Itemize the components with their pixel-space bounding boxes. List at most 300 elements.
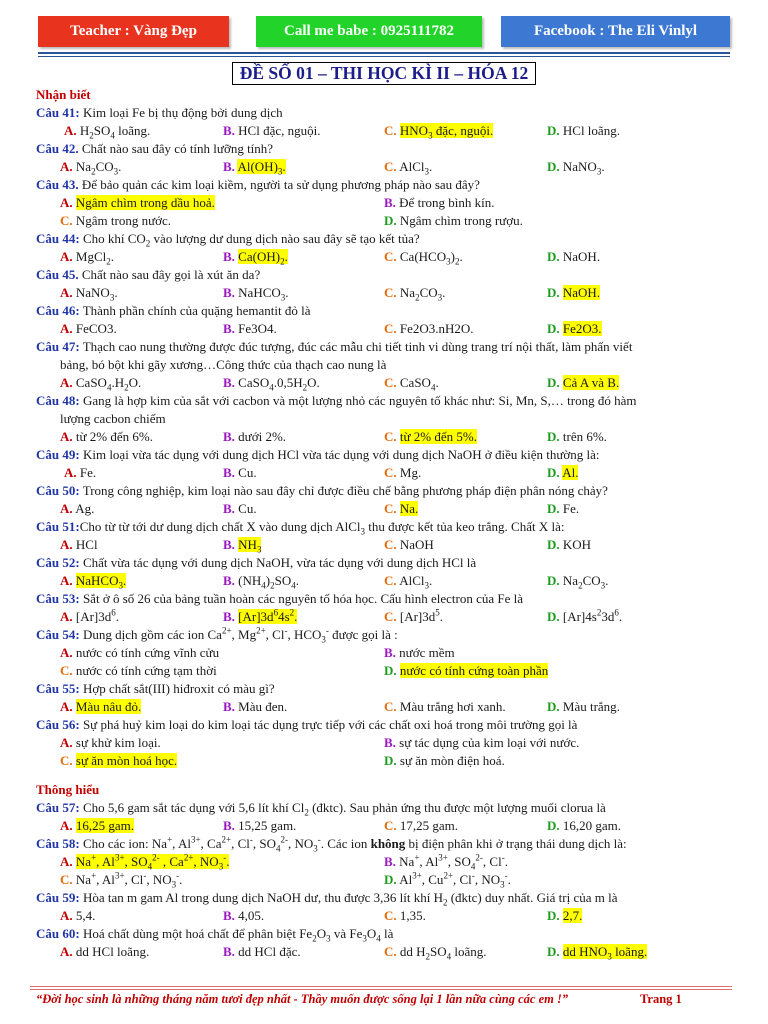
question-44 <box>36 230 736 266</box>
answer-option-c[interactable] <box>384 907 426 925</box>
option-letter: D. <box>547 818 560 833</box>
option-letter: B. <box>223 609 235 624</box>
question-text: Kim loại vừa tác dụng với dung dịch HCl vừa tác dụng với dung dịch NaOH ở điều kiện thường là: <box>79 447 600 462</box>
option-letter: B. <box>384 854 396 869</box>
option-letter: A. <box>60 375 73 390</box>
answer-option-a[interactable] <box>60 853 229 871</box>
option-text: sự tác dụng của kim loại với nước. <box>399 735 580 750</box>
option-letter: C. <box>60 872 73 887</box>
question-stem <box>36 302 736 320</box>
question-text: Chất nào sau đây có tính lưỡng tính? <box>78 141 274 156</box>
answer-option-b[interactable] <box>223 500 257 518</box>
question-text: Cho từ từ tới dư dung dịch chất X vào dung dịch AlCl$_3$ thu được kết tủa keo trắng. Chất X là: <box>79 519 565 537</box>
answer-option-c[interactable] <box>384 428 477 446</box>
option-letter: C. <box>384 465 397 480</box>
option-letter: C. <box>384 609 397 624</box>
option-text: từ 2% đến 6%. <box>75 429 153 444</box>
option-text: Al. <box>562 465 579 480</box>
option-text: Cu. <box>238 465 257 480</box>
option-letter: A. <box>60 249 73 264</box>
option-text: Na. <box>399 501 419 516</box>
question-number: Câu 46: <box>36 303 80 318</box>
option-letter: B. <box>223 123 235 138</box>
question-stem <box>36 799 736 817</box>
question-number: Câu 53: <box>36 591 80 606</box>
option-letter: D. <box>547 429 560 444</box>
option-letter: A. <box>60 285 73 300</box>
option-letter: D. <box>547 159 560 174</box>
answer-option-c[interactable] <box>384 374 439 392</box>
question-text: Hoá chất dùng một hoá chất để phân biệt $Fe_2O_3$ và $Fe_3O_4$ là <box>79 926 394 944</box>
option-text: $Na_2CO_3$. <box>75 159 122 177</box>
option-text: Ag. <box>75 501 95 516</box>
option-text: $HNO_3$ đặc, nguội. <box>399 123 494 141</box>
option-text: dd HCl đặc. <box>238 944 301 959</box>
option-letter: B. <box>223 818 235 833</box>
option-letter: D. <box>384 872 397 887</box>
option-text: Ngâm chìm trong rượu. <box>399 213 523 228</box>
answer-option-d[interactable] <box>547 608 622 626</box>
question-text-continued: bảng, bó bột khi gãy xương…Công thức của thạch cao nung là <box>60 357 387 372</box>
option-letter: A. <box>60 818 73 833</box>
option-text: dd $HNO_3$ loãng. <box>562 944 648 962</box>
answer-option-d[interactable] <box>547 428 607 446</box>
answer-option-a[interactable] <box>60 158 121 176</box>
option-text: $Al(OH)_3$. <box>237 159 286 177</box>
question-55 <box>36 680 736 716</box>
phone-banner: Call me babe : 0925111782 <box>256 16 482 47</box>
answer-option-d[interactable] <box>547 572 608 590</box>
question-58 <box>36 835 736 889</box>
question-text: Hợp chất sắt(III) hiđroxit có màu gì? <box>79 681 275 696</box>
option-letter: C. <box>384 944 397 959</box>
question-number: Câu 55: <box>36 681 80 696</box>
question-text: Để bảo quản các kim loại kiềm, người ta sử dụng phương pháp nào sau đây? <box>78 177 480 192</box>
question-stem <box>36 925 736 943</box>
answer-option-b[interactable] <box>223 608 297 626</box>
option-letter: D. <box>547 699 560 714</box>
answer-option-b[interactable] <box>384 734 579 752</box>
question-46 <box>36 302 736 338</box>
answer-option-d[interactable] <box>547 122 620 140</box>
option-letter: B. <box>223 285 235 300</box>
option-text: Để trong bình kín. <box>399 195 495 210</box>
question-stem <box>36 104 736 122</box>
question-48 <box>36 392 736 446</box>
question-text: Sắt ở ô số 26 của bảng tuần hoàn các nguyên tố hóa học. Cấu hình electron của Fe là <box>79 591 524 606</box>
answer-option-a[interactable] <box>60 644 219 662</box>
answer-option-a[interactable] <box>60 907 95 925</box>
option-letter: D. <box>547 609 560 624</box>
answer-option-d[interactable] <box>547 817 621 835</box>
option-letter: D. <box>384 213 397 228</box>
option-letter: B. <box>223 249 235 264</box>
exam-content <box>36 86 736 961</box>
option-letter: A. <box>60 159 73 174</box>
question-text: Sự phá huỷ kim loại do kim loại tác dụng trực tiếp với các chất oxi hoá trong môi trường gọi là <box>79 717 578 732</box>
answer-option-d[interactable] <box>547 320 602 338</box>
question-list <box>36 799 736 961</box>
option-text: Màu trắng. <box>562 699 620 714</box>
option-text: $CaSO_4.0,5H_2O$. <box>238 375 320 393</box>
answer-option-d[interactable] <box>547 536 591 554</box>
answer-option-b[interactable] <box>223 943 301 961</box>
option-text: Ngâm trong nước. <box>75 213 172 228</box>
option-text: Ngâm chìm trong dầu hoả. <box>75 195 215 210</box>
question-56 <box>36 716 736 770</box>
question-number: Câu 41: <box>36 105 80 120</box>
answer-option-a[interactable] <box>60 608 119 626</box>
answer-row <box>36 500 736 518</box>
question-text: Cho 5,6 gam sắt tác dụng với 5,6 lít khí $Cl_2$ (đktc). Sau phản ứng thu được một lượng muối clorua là <box>79 800 606 818</box>
question-57 <box>36 799 736 835</box>
answer-row <box>36 122 736 140</box>
question-stem <box>36 518 736 536</box>
answer-option-c[interactable] <box>384 698 506 716</box>
option-letter: C. <box>384 818 397 833</box>
answer-option-a[interactable] <box>60 536 98 554</box>
option-letter: B. <box>384 195 396 210</box>
question-stem <box>36 338 736 356</box>
answer-option-a[interactable] <box>64 464 96 482</box>
option-text: Fe2O3. <box>562 321 602 336</box>
option-letter: B. <box>384 645 396 660</box>
answer-option-a[interactable] <box>60 572 126 590</box>
option-text: 5,4. <box>75 908 96 923</box>
option-letter: D. <box>547 465 560 480</box>
option-text: $H_2SO_4$ loãng. <box>79 123 151 141</box>
answer-option-b[interactable] <box>223 122 321 140</box>
answer-option-b[interactable] <box>384 853 508 871</box>
option-text: $Na_2CO_3$. <box>399 285 446 303</box>
answer-option-b[interactable] <box>223 248 288 266</box>
option-text: Na+, $Al^{3+}$, Cl-, $NO_3^-$. <box>75 870 183 890</box>
answer-option-d[interactable] <box>547 943 647 961</box>
section-heading: Thông hiểu <box>36 782 100 797</box>
option-letter: C. <box>384 537 397 552</box>
option-letter: D. <box>547 501 560 516</box>
question-number: Câu 56: <box>36 717 80 732</box>
option-text: NaOH. <box>562 285 601 300</box>
question-text: Thành phần chính của quặng hemantit đỏ là <box>79 303 311 318</box>
answer-option-b[interactable] <box>223 907 264 925</box>
answer-row <box>36 608 736 626</box>
answer-option-b[interactable] <box>223 428 286 446</box>
option-letter: A. <box>60 944 73 959</box>
option-text: 17,25 gam. <box>399 818 459 833</box>
option-text: $(NH_4)_2SO_4$. <box>238 573 299 591</box>
option-text: AlCl$_3$. <box>399 159 433 177</box>
page-number: Trang 1 <box>640 992 682 1006</box>
answer-option-a[interactable] <box>60 284 118 302</box>
question-number: Câu 45. <box>36 267 79 282</box>
option-letter: C. <box>384 573 397 588</box>
question-text: Chất vừa tác dụng với dung dịch NaOH, vừa tác dụng với dung dịch HCl là <box>79 555 477 570</box>
option-letter: C. <box>384 501 397 516</box>
question-number: Câu 43. <box>36 177 79 192</box>
option-letter: A. <box>60 501 73 516</box>
answer-row <box>36 572 736 590</box>
answer-option-a[interactable] <box>60 500 94 518</box>
question-42 <box>36 140 736 176</box>
answer-option-b[interactable] <box>223 464 257 482</box>
answer-row <box>36 464 736 482</box>
question-stem <box>36 446 736 464</box>
answer-option-a[interactable] <box>60 194 215 212</box>
answer-option-c[interactable] <box>384 572 432 590</box>
option-letter: A. <box>60 908 73 923</box>
option-letter: C. <box>60 213 73 228</box>
option-text: $Ca(OH)_2$. <box>238 249 288 267</box>
answer-row <box>36 536 736 554</box>
option-text: sự ăn mòn điện hoá. <box>399 753 505 768</box>
question-number: Câu 50: <box>36 483 80 498</box>
option-letter: A. <box>60 321 73 336</box>
option-text: 1,35. <box>399 908 426 923</box>
answer-option-a[interactable] <box>60 943 149 961</box>
option-text: sự khử kim loại. <box>75 735 161 750</box>
question-51 <box>36 518 736 554</box>
option-text: 4,05. <box>238 908 265 923</box>
option-text: MgCl$_2$. <box>75 249 114 267</box>
option-letter: B. <box>223 321 235 336</box>
answer-option-d[interactable] <box>547 907 582 925</box>
option-letter: A. <box>64 123 77 138</box>
option-letter: C. <box>384 285 397 300</box>
option-text: NaNO$_3$. <box>562 159 605 177</box>
footer-quote: “Đời học sinh là những tháng năm tươi đẹp nhất - Thầy muốn được sống lại 1 lần nữa cùng các em !” <box>36 992 569 1006</box>
option-text: AlCl$_3$. <box>399 573 433 591</box>
option-text: Fe2O3.nH2O. <box>399 321 474 336</box>
answer-row <box>36 817 736 835</box>
option-letter: B. <box>223 573 235 588</box>
answer-row <box>36 374 736 392</box>
footer-divider-thin <box>30 989 732 990</box>
question-stem <box>36 482 736 500</box>
answer-option-b[interactable] <box>223 158 286 176</box>
answer-option-d[interactable] <box>384 752 505 770</box>
answer-option-d[interactable] <box>547 698 620 716</box>
option-text: 15,25 gam. <box>238 818 297 833</box>
option-text: $[Ar]3d^64s^2$. <box>238 607 298 624</box>
option-letter: A. <box>60 195 73 210</box>
option-letter: B. <box>223 375 235 390</box>
answer-option-c[interactable] <box>384 464 421 482</box>
question-number: Câu 52: <box>36 555 80 570</box>
answer-option-c[interactable] <box>384 122 493 140</box>
option-text: Cả A và B. <box>562 375 620 390</box>
answer-option-c[interactable] <box>384 248 463 266</box>
question-text: Cho các ion: Na+, $Al^{3+}$, $Ca^{2+}$, Cl-, $SO_4^{2-}$, $NO_3^-$. Các ion không bị điện phân khi ở trạng thái dung dịch là: <box>79 834 627 854</box>
question-number: Câu 54: <box>36 627 80 642</box>
option-letter: B. <box>384 735 396 750</box>
option-text: 16,25 gam. <box>75 818 135 833</box>
question-stem <box>36 176 736 194</box>
answer-option-c[interactable] <box>384 320 474 338</box>
answer-option-d[interactable] <box>547 284 600 302</box>
header-divider <box>38 52 730 54</box>
option-letter: A. <box>60 429 73 444</box>
answer-option-b[interactable] <box>223 374 320 392</box>
option-letter: D. <box>547 249 560 264</box>
option-letter: C. <box>60 663 73 678</box>
question-number: Câu 58: <box>36 836 80 851</box>
answer-option-b[interactable] <box>223 572 299 590</box>
answer-option-c[interactable] <box>384 500 418 518</box>
question-stem <box>36 392 736 410</box>
option-text: 16,20 gam. <box>562 818 622 833</box>
question-47 <box>36 338 736 392</box>
option-text: Na+, $Al^{3+}$, $SO_4^{2-}$ , $Ca^{2+}$, $NO_3^-$. <box>75 852 230 872</box>
option-letter: B. <box>223 537 235 552</box>
answer-option-c[interactable] <box>384 943 487 961</box>
teacher-banner: Teacher : Vàng Đẹp <box>38 16 229 47</box>
option-text: nước có tính cứng vĩnh cửu <box>75 645 220 660</box>
question-stem <box>36 590 736 608</box>
option-text: $CaSO_4.H_2O$. <box>75 375 142 393</box>
answer-option-d[interactable] <box>547 248 600 266</box>
question-text-continued: lượng cacbon chiếm <box>60 411 166 426</box>
option-text: NaNO$_3$. <box>75 285 118 303</box>
answer-row <box>36 907 736 925</box>
option-letter: B. <box>223 465 235 480</box>
question-text: Cho khí $CO_2$ vào lượng dư dung dịch nào sau đây sẽ tạo kết tủa? <box>79 231 420 249</box>
header-divider-thin <box>38 56 730 57</box>
answer-row <box>36 212 736 230</box>
question-number: Câu 59: <box>36 890 80 905</box>
option-text: dưới 2%. <box>238 429 287 444</box>
question-stem <box>36 140 736 158</box>
option-letter: C. <box>384 908 397 923</box>
option-letter: D. <box>384 753 397 768</box>
option-letter: C. <box>384 159 397 174</box>
option-text: $Na_2CO_3$. <box>562 573 609 591</box>
option-text: từ 2% đến 5%. <box>399 429 477 444</box>
answer-option-b[interactable] <box>223 536 261 554</box>
answer-option-b[interactable] <box>384 644 455 662</box>
question-stem <box>36 230 736 248</box>
answer-option-d[interactable] <box>384 871 511 889</box>
question-number: Câu 49: <box>36 447 80 462</box>
option-letter: D. <box>547 285 560 300</box>
answer-row <box>36 734 736 752</box>
answer-row <box>36 943 736 961</box>
answer-row <box>36 644 736 662</box>
option-text: Fe. <box>79 465 97 480</box>
question-53 <box>36 590 736 626</box>
question-text: Chất nào sau đây gọi là xút ăn da? <box>78 267 261 282</box>
question-49 <box>36 446 736 482</box>
answer-option-b[interactable] <box>223 698 287 716</box>
option-text: Fe3O4. <box>238 321 277 336</box>
question-text: Hòa tan m gam Al trong dung dịch NaOH dư, thu được 3,36 lít khí $H_2$ (đktc) duy nhất. Giá trị của m là <box>79 890 618 908</box>
option-letter: D. <box>547 944 560 959</box>
answer-row <box>36 662 736 680</box>
option-letter: A. <box>60 537 73 552</box>
option-letter: C. <box>384 375 397 390</box>
answer-option-a[interactable] <box>60 320 117 338</box>
question-list <box>36 104 736 770</box>
answer-option-b[interactable] <box>223 817 296 835</box>
answer-option-c[interactable] <box>60 871 182 889</box>
answer-option-c[interactable] <box>60 212 171 230</box>
option-text: Màu nâu đỏ. <box>75 699 142 714</box>
option-letter: A. <box>60 645 73 660</box>
page-title: ĐỀ SỐ 01 – THI HỌC KÌ II – HÓA 12 <box>232 62 536 85</box>
question-59 <box>36 889 736 925</box>
answer-option-b[interactable] <box>223 320 277 338</box>
option-text: NaHCO$_3$. <box>75 573 127 591</box>
answer-option-c[interactable] <box>60 662 217 680</box>
option-letter: D. <box>547 375 560 390</box>
option-letter: B. <box>223 501 235 516</box>
option-letter: C. <box>60 753 73 768</box>
answer-row <box>36 320 736 338</box>
answer-option-d[interactable] <box>547 500 579 518</box>
answer-option-a[interactable] <box>60 817 134 835</box>
option-letter: D. <box>547 123 560 138</box>
option-text: nước có tính cứng tạm thời <box>75 663 217 678</box>
answer-option-d[interactable] <box>547 158 605 176</box>
option-text: CaSO$_4$. <box>399 375 439 393</box>
option-text: $[Ar]3d^5$. <box>399 607 444 624</box>
option-letter: D. <box>547 908 560 923</box>
option-text: $Ca(HCO_3)_2$. <box>399 249 463 267</box>
question-stem <box>36 835 736 853</box>
answer-option-a[interactable] <box>60 428 153 446</box>
answer-row <box>36 284 736 302</box>
answer-option-a[interactable] <box>64 122 150 140</box>
answer-option-c[interactable] <box>60 752 177 770</box>
question-number: Câu 44: <box>36 231 80 246</box>
answer-option-c[interactable] <box>384 536 434 554</box>
question-50 <box>36 482 736 518</box>
option-text: NaHCO$_3$. <box>238 285 289 303</box>
answer-option-c[interactable] <box>384 284 445 302</box>
facebook-banner: Facebook : The Eli Vinlyl <box>501 16 730 47</box>
answer-option-d[interactable] <box>384 212 523 230</box>
option-letter: C. <box>384 699 397 714</box>
option-letter: B. <box>223 944 235 959</box>
answer-option-d[interactable] <box>547 464 578 482</box>
option-letter: C. <box>384 249 397 264</box>
option-text: $NH_3$ <box>238 537 262 555</box>
answer-row <box>36 853 736 871</box>
option-letter: B. <box>223 699 235 714</box>
answer-option-a[interactable] <box>60 698 141 716</box>
option-text: Màu trắng hơi xanh. <box>399 699 506 714</box>
answer-option-d[interactable] <box>547 374 619 392</box>
answer-option-b[interactable] <box>223 284 289 302</box>
answer-option-c[interactable] <box>384 158 432 176</box>
option-text: $[Ar]3d^6$. <box>75 607 120 624</box>
answer-option-a[interactable] <box>60 374 141 392</box>
option-text: KOH <box>562 537 592 552</box>
option-text: Na+, $Al^{3+}$, $SO_4^{2-}$, Cl-. <box>399 852 508 872</box>
answer-option-c[interactable] <box>384 817 458 835</box>
question-number: Câu 57: <box>36 800 80 815</box>
option-letter: A. <box>60 609 73 624</box>
answer-option-a[interactable] <box>60 248 114 266</box>
answer-option-a[interactable] <box>60 734 161 752</box>
option-text: $[Ar]4s^23d^6$. <box>562 607 623 624</box>
answer-option-b[interactable] <box>384 194 495 212</box>
answer-row <box>36 871 736 889</box>
answer-row <box>36 698 736 716</box>
answer-option-d[interactable] <box>384 662 548 680</box>
answer-row <box>36 158 736 176</box>
answer-option-c[interactable] <box>384 608 443 626</box>
